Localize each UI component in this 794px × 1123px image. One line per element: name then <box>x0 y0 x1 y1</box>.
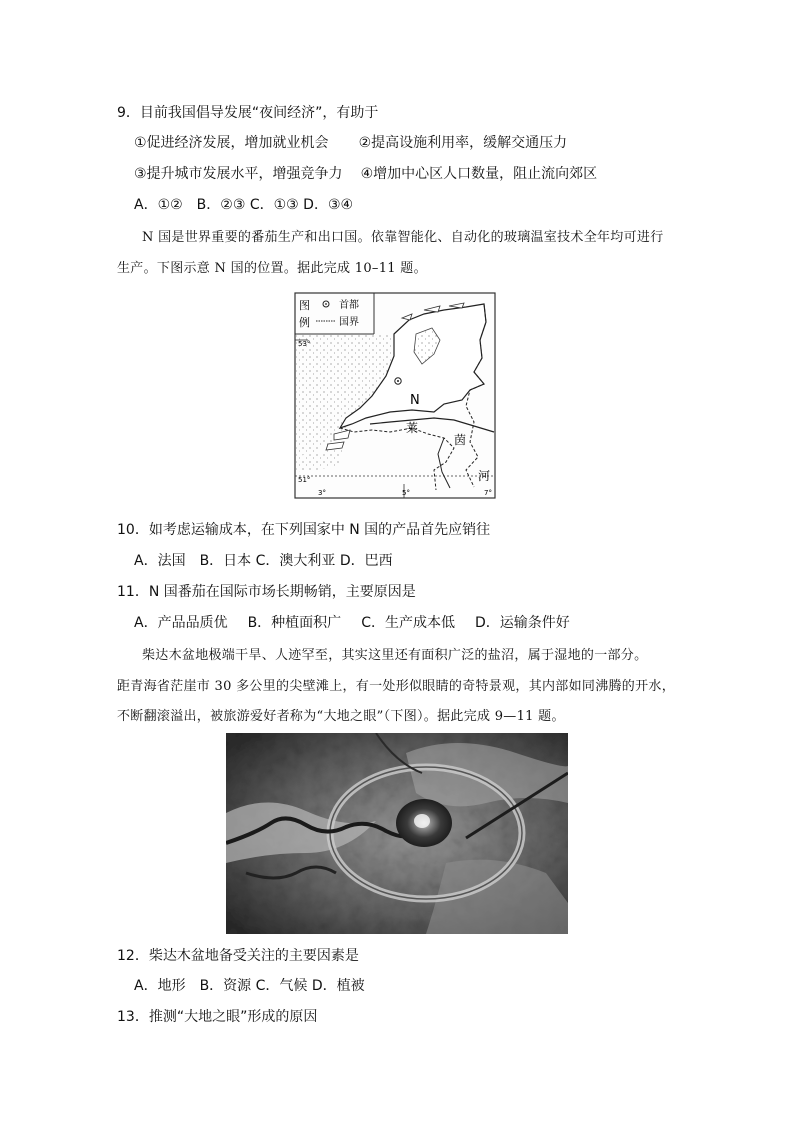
q11-option-b: B．种植面积广 <box>247 615 342 631</box>
q9-statement-4: ④增加中心区人口数量，阻止流向郊区 <box>360 166 598 182</box>
intro-qaidam-line-3: 不断翻滚溢出，被旅游爱好者称为“大地之眼”（下图）。据此完成 9—11 题。 <box>117 709 565 724</box>
q13-stem: 13．推测“大地之眼”形成的原因 <box>117 1009 318 1025</box>
intro-n-country-line-1: N 国是世界重要的番茄生产和出口国。依靠智能化、自动化的玻璃温室技术全年均可进行 <box>142 230 664 245</box>
q9-statements-row-1 <box>134 134 567 152</box>
q10-stem: 10．如考虑运输成本，在下列国家中 N 国的产品首先应销往 <box>117 522 491 538</box>
intro-n-country-line-2: 生产。下图示意 N 国的位置。据此完成 10–11 题。 <box>117 261 427 276</box>
q9-statement-3: ③提升城市发展水平，增强竞争力 <box>134 166 343 182</box>
country-n-label: N <box>410 393 420 408</box>
intro-qaidam-line-2: 距青海省茫崖市 30 多公里的尖壁滩上，有一处形似眼睛的奇特景观，其内部如同沸腾的开水， <box>117 679 676 694</box>
q11-option-c: C．生产成本低 <box>361 615 455 631</box>
lat-53-label: 53° <box>298 340 311 348</box>
river-label-3: 河 <box>478 469 491 483</box>
q11-stem: 11．N 国番茄在国际市场长期畅销，主要原因是 <box>117 584 416 600</box>
q9-stem: 9．目前我国倡导发展“夜间经济”，有助于 <box>117 105 379 121</box>
q9-statements-row-2 <box>134 165 597 183</box>
q12-options: A．地形 B．资源 C．气候 D．植被 <box>134 978 365 994</box>
q11-option-a: A．产品品质优 <box>134 615 228 631</box>
river-label-1: 莱 <box>406 421 419 435</box>
q10-options: A．法国 B．日本 C．澳大利亚 D．巴西 <box>134 553 393 569</box>
n-country-map <box>294 292 496 499</box>
lon-3-label: 3° <box>318 489 326 497</box>
legend-capital-label: 首都 <box>339 300 359 311</box>
legend-title-1: 图 <box>299 299 310 312</box>
lon-5-label: 5° <box>402 489 410 497</box>
q11-options <box>134 614 570 632</box>
lon-7-label: 7° <box>484 489 492 497</box>
legend-border-label: 国界 <box>339 317 359 328</box>
eye-of-earth-image <box>226 733 568 934</box>
q9-statement-1: ①促进经济发展，增加就业机会 <box>134 135 329 151</box>
q12-stem: 12．柴达木盆地备受关注的主要因素是 <box>117 948 359 964</box>
q9-options: A．①② B．②③ C．①③ D．③④ <box>134 197 354 213</box>
q11-option-d: D．运输条件好 <box>474 615 570 631</box>
river-label-2: 茵 <box>454 433 467 447</box>
eye-of-earth-photo <box>226 733 568 934</box>
map-svg <box>294 292 496 499</box>
q9-statement-2: ②提高设施利用率，缓解交通压力 <box>358 135 568 151</box>
lat-51-label: 51° <box>298 476 311 484</box>
legend-title-2: 例 <box>299 316 310 329</box>
intro-qaidam-line-1: 柴达木盆地极端干旱、人迹罕至，其实这里还有面积广泛的盐沼，属于湿地的一部分。 <box>142 648 648 663</box>
